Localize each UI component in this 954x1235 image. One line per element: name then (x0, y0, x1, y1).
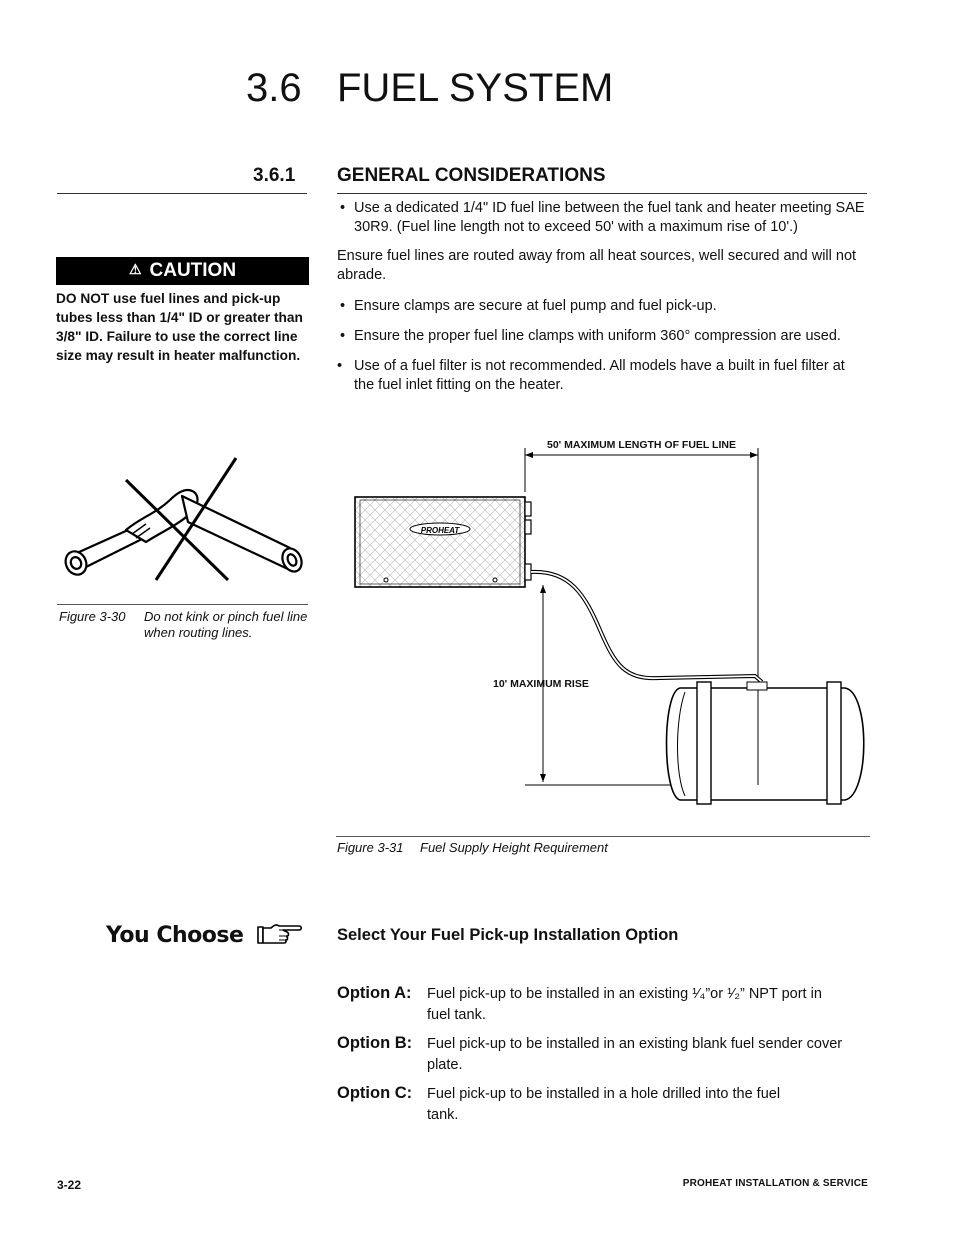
bullet-filter: • Use of a fuel filter is not recommended. All models have a built in fuel filter at the fuel inlet fitting on the heater. (337, 358, 845, 393)
bullet-compression: • Ensure the proper fuel line clamps with uniform 360° compression are used. (340, 328, 841, 344)
right-rule (337, 193, 867, 194)
option-a-label: Option A: (337, 984, 412, 1002)
caution-label: CAUTION (149, 260, 237, 281)
left-rule (57, 193, 307, 194)
subsection-title: GENERAL CONSIDERATIONS (337, 165, 606, 186)
option-c-text: Fuel pick-up to be installed in a hole drilled into the fuel tank. (427, 1086, 781, 1123)
subsection-number: 3.6.1 (253, 165, 296, 186)
figure-31-rule (336, 836, 870, 837)
caution-banner (56, 257, 309, 285)
bullet-text: Ensure the proper fuel line clamps with uniform 360° compression are used. (354, 328, 841, 344)
bullet-text: Use a dedicated 1/4" ID fuel line between the fuel tank and heater meeting SAE 30R9. (Fuel line length not to exceed 50' with a maximum rise of 10'.) (354, 200, 865, 235)
kinked-hose-illustration (60, 452, 310, 587)
rise-dimension-label: 10' MAXIMUM RISE (493, 678, 589, 690)
length-dimension-label: 50' MAXIMUM LENGTH OF FUEL LINE (547, 439, 736, 451)
caution-text: DO NOT use fuel lines and pick-up tubes less than 1/4" ID or greater than 3/8" ID. Failure to use the correct line size may result in heater malfunction. (56, 291, 303, 363)
option-b-label: Option B: (337, 1034, 413, 1052)
fuel-height-diagram (340, 430, 880, 830)
heater-brand-logo: PROHEAT (420, 526, 460, 535)
figure-31-caption: Fuel Supply Height Requirement (420, 840, 608, 855)
section-title: FUEL SYSTEM (337, 66, 614, 110)
figure-30-caption: Do not kink or pinch fuel line when routing lines. (144, 609, 308, 640)
warning-triangle-icon: ⚠ (128, 261, 142, 277)
section-number: 3.6 (246, 66, 302, 110)
page-number: 3-22 (57, 1178, 82, 1192)
select-option-heading: Select Your Fuel Pick-up Installation Option (337, 926, 679, 944)
you-choose-text: You Choose (106, 923, 244, 948)
manual-title: PROHEAT INSTALLATION & SERVICE (682, 1178, 868, 1189)
option-a-text: Fuel pick-up to be installed in an existing ¹⁄₄”or ¹⁄₂” NPT port in fuel tank. (427, 986, 822, 1023)
pointing-hand-icon (257, 922, 303, 946)
bullet-fuel-line: • Use a dedicated 1/4" ID fuel line between the fuel tank and heater meeting SAE 30R9. (Fuel line length not to exceed 50' with a maximum rise of 10'.) (340, 200, 865, 235)
you-choose-label (106, 922, 303, 948)
bullet-clamps: • Ensure clamps are secure at fuel pump and fuel pick-up. (340, 298, 717, 314)
option-b-text: Fuel pick-up to be installed in an existing blank fuel sender cover plate. (427, 1036, 843, 1073)
figure-30-number: Figure 3-30 (59, 609, 126, 624)
bullet-text: Ensure clamps are secure at fuel pump and fuel pick-up. (354, 298, 717, 314)
figure-30-rule (57, 604, 308, 605)
bullet-text: Use of a fuel filter is not recommended. All models have a built in fuel filter at the fuel inlet fitting on the heater. (354, 358, 845, 393)
paragraph-routing: Ensure fuel lines are routed away from all heat sources, well secured and will not abrade. (337, 248, 857, 283)
figure-31-number: Figure 3-31 (337, 840, 404, 855)
option-c-label: Option C: (337, 1084, 413, 1102)
